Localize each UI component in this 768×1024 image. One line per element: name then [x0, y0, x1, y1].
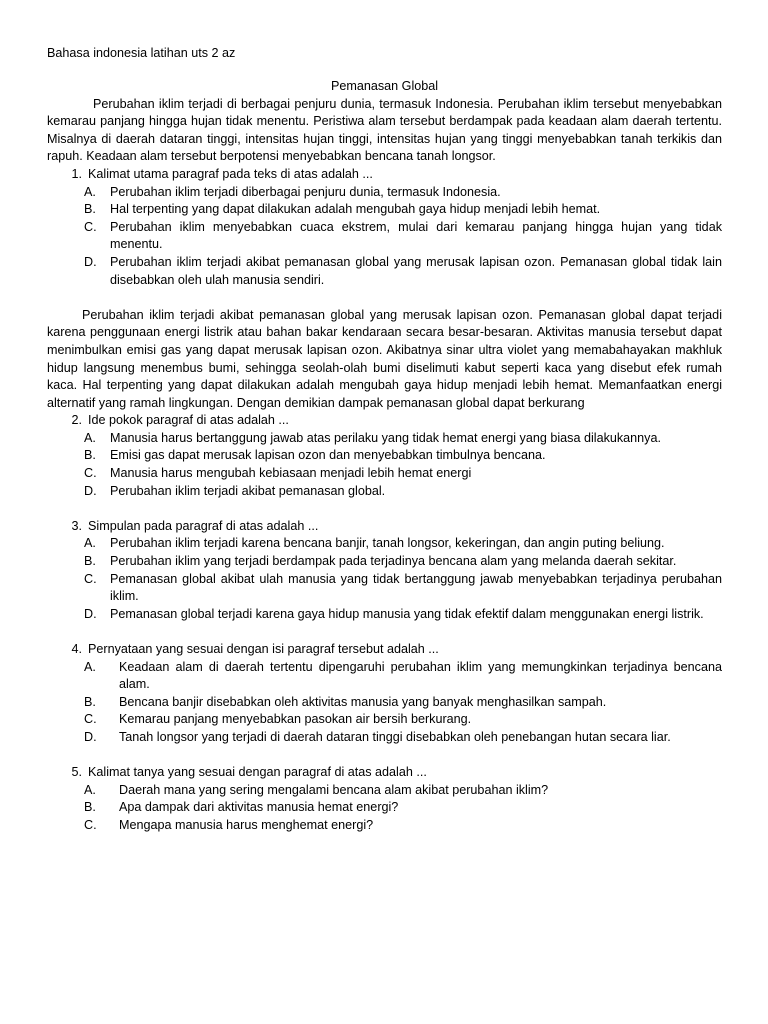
option-d	[47, 606, 722, 624]
question-1-options	[47, 184, 722, 290]
option-a	[47, 535, 722, 553]
option-text: Perubahan iklim terjadi akibat pemanasan global yang merusak lapisan ozon. Pemanasan global tidak lain disebabkan oleh ulah manusia sendiri.	[110, 254, 722, 287]
option-letter: C.	[84, 571, 97, 586]
question-number: 1.	[71, 166, 82, 181]
question-text: Pernyataan yang sesuai dengan isi paragraf tersebut adalah ...	[88, 642, 439, 656]
option-text: Perubahan iklim terjadi akibat pemanasan global.	[110, 483, 386, 498]
option-text: Mengapa manusia harus menghemat energi?	[119, 817, 374, 832]
option-b	[47, 553, 722, 571]
blank-line	[47, 623, 722, 641]
option-c	[47, 465, 722, 483]
option-letter: D.	[84, 606, 97, 621]
question-number: 2.	[71, 413, 82, 428]
option-text: Bencana banjir disebabkan oleh aktivitas manusia yang banyak menghasilkan sampah.	[119, 694, 607, 709]
blank-line	[47, 500, 722, 518]
question-3	[47, 518, 722, 536]
blank-line	[47, 747, 722, 765]
option-letter: A.	[84, 536, 96, 551]
option-text: Tanah longsor yang terjadi di daerah dataran tinggi disebabkan oleh penebangan hutan secara liar.	[119, 729, 671, 744]
question-3-options	[47, 535, 722, 623]
option-text: Pemanasan global terjadi karena gaya hidup manusia yang tidak efektif dalam menggunakan energi listrik.	[110, 606, 704, 621]
option-b	[47, 447, 722, 465]
option-a	[47, 659, 722, 694]
question-4	[47, 641, 722, 659]
text-heading: Pemanasan Global	[330, 79, 439, 93]
option-text: Apa dampak dari aktivitas manusia hemat energi?	[119, 800, 399, 815]
option-letter: B.	[84, 202, 96, 217]
option-letter: D.	[84, 483, 97, 498]
option-d	[47, 729, 722, 747]
option-letter: B.	[84, 554, 96, 569]
question-number: 3.	[71, 518, 82, 533]
question-2-options	[47, 430, 722, 500]
option-text: Perubahan iklim terjadi diberbagai penjuru dunia, termasuk Indonesia.	[110, 184, 501, 199]
option-letter: B.	[84, 448, 96, 463]
option-c	[47, 711, 722, 729]
option-c	[47, 817, 722, 835]
option-a	[47, 184, 722, 202]
question-text: Ide pokok paragraf di atas adalah ...	[88, 413, 289, 428]
option-d	[47, 254, 722, 289]
question-number: 5.	[71, 765, 82, 780]
question-text: Simpulan pada paragraf di atas adalah ...	[88, 518, 319, 533]
option-text: Perubahan iklim terjadi karena bencana banjir, tanah longsor, kekeringan, dan angin puting beliung.	[110, 536, 665, 551]
question-2	[47, 412, 722, 430]
option-b	[47, 799, 722, 817]
option-letter: B.	[84, 694, 96, 709]
question-text: Kalimat utama paragraf pada teks di atas adalah ...	[88, 166, 373, 181]
option-c	[47, 571, 722, 606]
option-text: Daerah mana yang sering mengalami bencana alam akibat perubahan iklim?	[119, 782, 549, 797]
question-number: 4.	[71, 642, 82, 656]
option-text: Keadaan alam di daerah tertentu dipengaruhi perubahan iklim yang memungkinkan terjadinya bencana alam.	[119, 659, 722, 692]
option-letter: C.	[84, 712, 97, 727]
option-d	[47, 483, 722, 501]
option-text: Manusia harus bertanggung jawab atas perilaku yang tidak hemat energi yang biasa dilakukannya.	[110, 430, 661, 445]
option-text: Manusia harus mengubah kebiasaan menjadi lebih hemat energi	[110, 466, 472, 481]
option-a	[47, 430, 722, 448]
option-text: Hal terpenting yang dapat dilakukan adalah mengubah gaya hidup menjadi lebih hemat.	[110, 202, 601, 217]
option-letter: C.	[84, 219, 97, 234]
option-a	[47, 782, 722, 800]
option-text: Perubahan iklim yang terjadi berdampak pada terjadinya bencana alam yang melanda daerah sekitar.	[110, 554, 677, 569]
option-letter: C.	[84, 466, 97, 481]
option-text: Kemarau panjang menyebabkan pasokan air bersih berkurang.	[119, 712, 472, 727]
reading-paragraph-1: Perubahan iklim terjadi di berbagai penjuru dunia, termasuk Indonesia. Perubahan iklim tersebut menyebabkan kemarau panjang hingga hujan tidak menentu. Peristiwa alam tersebut berdampak pada keadaan alam daerah tertentu. Misalnya di daerah dataran tinggi, intensitas hujan tinggi, intensitas hujan yang tinggi menyebabkan tanah terkikis dan rapuh. Keadaan alam tersebut berpotensi menyebabkan bencana tanah longsor.	[47, 96, 722, 164]
option-letter: A.	[84, 430, 96, 445]
question-text: Kalimat tanya yang sesuai dengan paragraf di atas adalah ...	[88, 765, 427, 780]
blank-line	[47, 289, 722, 307]
option-b	[47, 694, 722, 712]
option-letter: A.	[84, 184, 96, 199]
option-text: Perubahan iklim menyebabkan cuaca ekstrem, mulai dari kemarau panjang hingga hujan yang tidak menentu.	[110, 219, 722, 252]
document-header-title: Bahasa indonesia latihan uts 2 az	[47, 46, 236, 60]
document-body	[47, 78, 722, 835]
option-c	[47, 219, 722, 254]
option-letter: C.	[84, 817, 97, 832]
option-text: Pemanasan global akibat ulah manusia yang tidak bertanggung jawab menyebabkan terjadinya perubahan iklim.	[110, 571, 722, 604]
option-letter: B.	[84, 800, 96, 815]
option-text: Emisi gas dapat merusak lapisan ozon dan menyebabkan timbulnya bencana.	[110, 448, 546, 463]
option-b	[47, 201, 722, 219]
option-letter: D.	[84, 729, 97, 744]
option-letter: A.	[84, 782, 96, 797]
question-5	[47, 764, 722, 782]
question-1	[47, 166, 722, 184]
question-5-options	[47, 782, 722, 835]
option-letter: D.	[84, 254, 97, 269]
question-4-options	[47, 659, 722, 747]
reading-paragraph-2: Perubahan iklim terjadi akibat pemanasan global yang merusak lapisan ozon. Pemanasan global dapat terjadi karena penggunaan energi listrik atau bahan bakar kendaraan secara besar-besaran. Aktivitas manusia tersebut dapat menimbulkan emisi gas yang dapat merusak lapisan ozon. Akibatnya sinar ultra violet yang memabahayakan makhluk hidup langsung menembus bumi, sehingga seolah-olah bumi diselimuti kabut seperti kaca yang disebut efek rumah kaca. Hal terpenting yang dapat dilakukan adalah mengubah gaya hidup menjadi lebih hemat. Memanfaatkan energi alternatif yang ramah lingkungan. Dengan demikian dampak pemanasan global dapat berkurang	[47, 307, 722, 410]
option-letter: A.	[84, 659, 96, 674]
